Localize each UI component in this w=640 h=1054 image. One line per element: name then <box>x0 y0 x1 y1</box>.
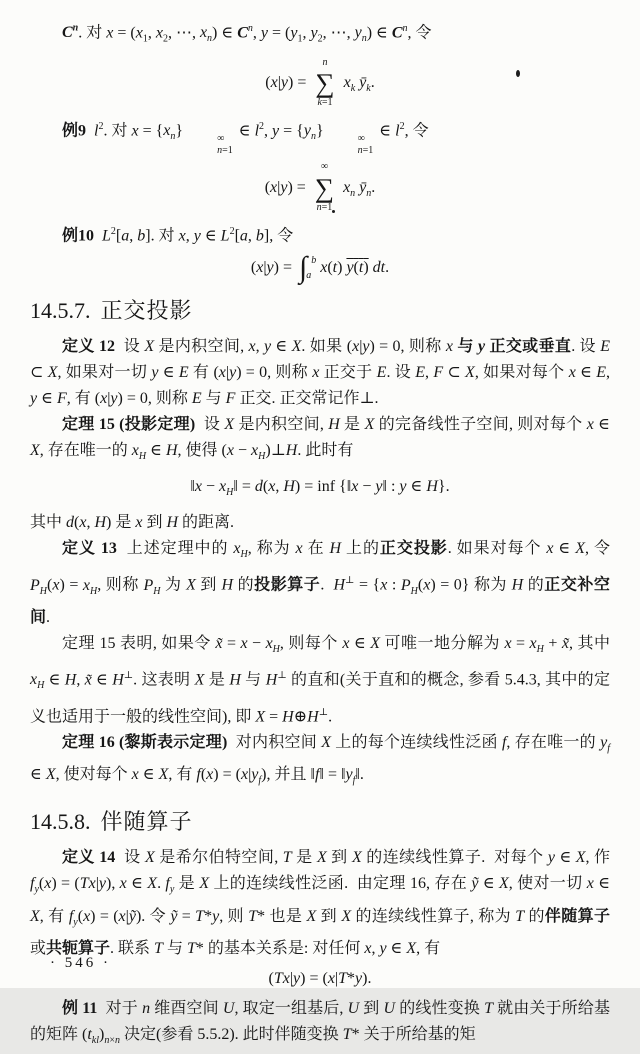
sum-lower-limit: k=1 <box>317 97 333 109</box>
integral-symbol <box>299 250 317 284</box>
section-number: 14.5.7. <box>30 297 91 323</box>
formula-rhs: x(t) y(t) dt. <box>320 258 390 276</box>
formula-lhs: (x|y) = <box>264 178 306 196</box>
paragraph-definition-14: 定义 14 设 X 是希尔伯特空间, T 是 X 到 X 的连续线性算子. 对每个 y ∈ X, 作 $f_y(x) = (Tx|y)$, x ∈ X. $f_y$ 是 X 上的连续线性泛函. 由定理 16, 存在 ỹ ∈ X, 使对一切 x ∈ X, 有 $f_y(x)$ = (x|ỹ). 令 ỹ = T*y, 则 T* 也是 X 到 X 的连续线性算子, 称为 T 的伴随算子或共轭算子. 联系 T 与 T* 的基本关系是: 对任何 x, y ∈ X, 有 <box>30 849 611 957</box>
section-title: 伴随算子 <box>100 809 193 835</box>
summation-symbol <box>315 57 334 110</box>
ink-speck <box>516 70 520 77</box>
paragraph-theorem-15-remark: 定理 15 表明, 如果令 x̃ = $x - x_H$, 则每个 x ∈ X 可唯一地分解为 $x = x_H$ + x̃, 其中 $x_H$ ∈ H, x̃ ∈ H⊥. 这表明 X 是 H 与 H⊥ 的直和(关于直和的概念, 参看 5.4.3, 其中的定义也适用于一般的线性空间), 即 X = H⊕H⊥. <box>30 634 610 725</box>
integral-glyph: ∫ <box>299 250 308 284</box>
paragraph-example-11: 例 11 对于 n 维酉空间 U, 取定一组基后, U 到 U 的线性变换 T 就由关于所给基的矩阵 $(t_{kl})_{n\times n}$ 决定(参看 5.5.2). 此时伴随变换 T* 关于所给基的矩 <box>30 999 610 1046</box>
integral-lower-limit: a <box>306 269 312 281</box>
sum-lower-limit: n=1 <box>316 202 333 214</box>
formula-rhs: $x_k$ $ȳ_k$. <box>343 73 375 95</box>
paragraph-definition-13: 定义 13 上述定理中的 $x_H$, 称为 x 在 H 上的正交投影. 如果对每个 x ∈ X, 令 $P_H(x) = x_H$, 则称 $P_H$ 为 X 到 H 的投影算子. H⊥ = {x : $P_H(x) = 0$} 称为 H 的正交补空间. <box>30 540 610 626</box>
paragraph-example-9: 例9 $l^2$. 对 $x = \{x_n\}$ ∞ n=1 ∈ $l^2$, $y = \{y_n\}$ ∞ n=1 ∈ $l^2$, 令 <box>62 120 429 157</box>
paragraph-example-10: 例10 $L^2[a$, b]. 对 x, y ∈ $L^2[a$, b], 令 <box>62 225 294 244</box>
summation-symbol <box>315 161 334 214</box>
paragraph-definition-12: 定义 12 设 X 是内积空间, x, y ∈ X. 如果 (x|y) = 0, 则称 x 与 y 正交或垂直. 设 E ⊂ X, 如果对一切 y ∈ E 有 (x|y) = 0, 则称 x 正交于 E. 设 E, F ⊂ X, 如果对每个 x ∈ E, y ∈ F, 有 (x|y) = 0, 则称 E 与 F 正交. 正交常记作⊥. <box>30 337 610 407</box>
formula-inner-product-cn <box>30 57 610 110</box>
paragraph-theorem-15: 定理 15 (投影定理) 设 X 是内积空间, H 是 X 的完备线性子空间, 则对每个 x ∈ X, 存在唯一的 $x_H$ ∈ H, 使得 $(x - x_H)\perp H$. 此时有 <box>30 415 610 463</box>
formula-inner-product-l2 <box>30 161 610 214</box>
sigma-glyph: ∑ <box>315 68 335 99</box>
ink-speck <box>332 210 335 213</box>
section-heading-14-5-8 <box>30 807 610 837</box>
paragraph-cn-space-continuation: $C^n$. 对 $x = (x_1$, $x_2$, ⋯, $x_n$) ∈ $C^n$, $y = (y_1$, $y_2$, ⋯, $y_n$) ∈ $C^n$, 令 <box>62 23 432 45</box>
formula-lhs: (x|y) = <box>265 73 307 91</box>
formula-adjoint-relation: (Tx|y) = (x|T*y). <box>268 969 372 987</box>
formula-lhs: (x|y) = <box>250 258 292 276</box>
formula-rhs: $x_n$ $ȳ_n$. <box>343 178 376 199</box>
section-number: 14.5.8. <box>30 809 91 835</box>
paragraph-distance-note: 其中 d(x, H) 是 x 到 H 的距离. <box>30 514 235 532</box>
sigma-glyph: ∑ <box>314 172 335 203</box>
section-title: 正交投影 <box>100 297 193 323</box>
section-heading-14-5-7 <box>30 296 610 326</box>
sum-upper-limit: n <box>322 56 328 68</box>
formula-inner-product-L2ab <box>30 250 610 284</box>
formula-norm-distance: ‖x − $x_H‖ = d(x$, H) = inf {‖x − y‖ : y ∈ H}. <box>190 478 450 499</box>
integral-upper-limit: b <box>311 254 317 266</box>
page-number: · 546 · <box>50 955 111 971</box>
sum-upper-limit: ∞ <box>320 161 328 173</box>
paragraph-theorem-16-riesz: 定理 16 (黎斯表示定理) 对内积空间 X 上的每个连续线性泛函 f, 存在唯一的 $y_f$ ∈ X, 使对每个 x ∈ X, 有 $f(x) = (x|y_f)$, 并且 ‖f‖ = $‖y_f‖$. <box>30 733 610 787</box>
